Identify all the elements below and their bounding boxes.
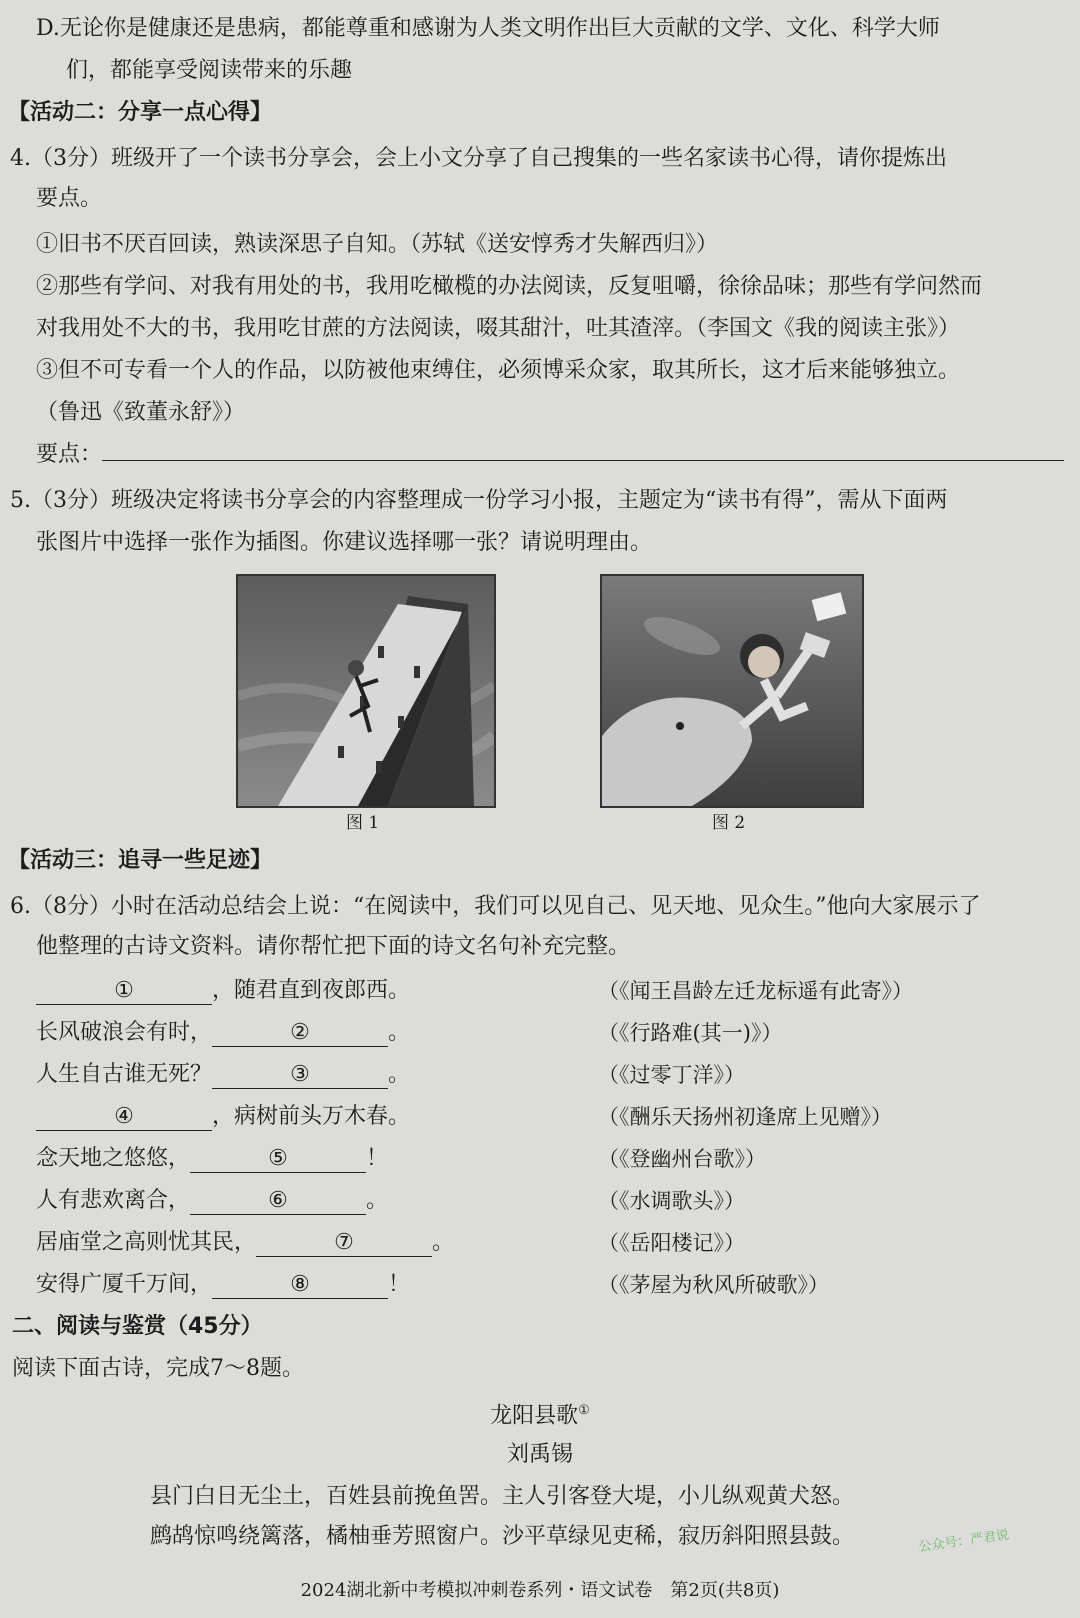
q6-row-4 — [36, 1102, 410, 1132]
q4-answer-label: 要点： — [36, 442, 103, 467]
q6-row-6 — [36, 1186, 388, 1216]
option-d-line2: 们，都能享受阅读带来的乐趣 — [66, 58, 353, 83]
page-footer: 2024湖北新中考模拟冲刺卷系列・语文试卷 第2页(共8页) — [300, 1580, 780, 1601]
q6-row-1-text: ，随君直到夜郎西。 — [212, 978, 411, 1003]
poem-line2: 鹧鸪惊鸣绕篱落，橘柚垂芳照窗户。沙平草绿见吏稀，寂历斜阳照县鼓。 — [150, 1524, 855, 1549]
section2-intro: 阅读下面古诗，完成7～8题。 — [12, 1356, 304, 1381]
activity2-title: 【活动二：分享一点心得】 — [8, 100, 273, 125]
figure-2-illustration — [602, 576, 862, 806]
q6-row-2-pre: 长风破浪会有时， — [36, 1020, 213, 1045]
q6-row-6-post: 。 — [366, 1188, 389, 1213]
q6-row-1-source: （《闻王昌龄左迁龙标遥有此寄》） — [598, 979, 913, 1003]
q6-blank-3[interactable]: ③ — [212, 1062, 388, 1089]
q6-row-7-pre: 居庙堂之高则忧其民， — [36, 1230, 257, 1255]
poem-line1: 县门白日无尘土，百姓县前挽鱼罟。主人引客登大堤，小儿纵观黄犬怒。 — [150, 1484, 855, 1509]
option-d-line1: D.无论你是健康还是患病，都能尊重和感谢为人类文明作出巨大贡献的文学、文化、科学大师 — [36, 16, 940, 41]
q5-line2: 张图片中选择一张作为插图。你建议选择哪一张？请说明理由。 — [36, 530, 653, 555]
q6-row-7-source: （《岳阳楼记》） — [598, 1231, 745, 1255]
poem-author: 刘禹锡 — [506, 1442, 573, 1467]
figure-2-image — [600, 574, 864, 808]
q6-line2: 他整理的古诗文资料。请你帮忙把下面的诗文名句补充完整。 — [36, 934, 631, 959]
q6-row-7-post: 。 — [432, 1230, 455, 1255]
q6-row-8 — [36, 1270, 410, 1300]
q6-blank-2[interactable]: ② — [212, 1020, 388, 1047]
q6-blank-8[interactable]: ⑧ — [212, 1272, 388, 1299]
q6-row-2-source: （《行路难(其一)》） — [598, 1021, 783, 1045]
q6-row-2 — [36, 1018, 410, 1048]
poem-title-note: ① — [578, 1403, 590, 1418]
q6-row-3-source: （《过零丁洋》） — [598, 1063, 745, 1087]
q6-blank-6[interactable]: ⑥ — [190, 1188, 366, 1215]
q4-item2-line1: ②那些有学问、对我有用处的书，我用吃橄榄的办法阅读，反复咀嚼，徐徐品味；那些有学问然而 — [36, 274, 983, 299]
q6-row-5-post: ！ — [366, 1146, 389, 1171]
q4-item3-line2: （鲁迅《致董永舒》） — [36, 400, 246, 425]
q4-item2-line2: 对我用处不大的书，我用吃甘蔗的方法阅读，啜其甜汁，吐其渣滓。（李国文《我的阅读主张》） — [36, 316, 961, 341]
q6-row-2-post: 。 — [388, 1020, 411, 1045]
q6-line1: 6.（8分）小时在活动总结会上说：“在阅读中，我们可以见自己、见天地、见众生。”他向大家展示了 — [10, 894, 981, 919]
figure-1-image — [236, 574, 496, 808]
q6-row-3 — [36, 1060, 410, 1090]
q6-row-6-pre: 人有悲欢离合， — [36, 1188, 191, 1213]
figure-2-caption: 图 2 — [712, 813, 746, 833]
activity3-title: 【活动三：追寻一些足迹】 — [8, 848, 273, 873]
poem-title: 龙阳县歌 — [490, 1403, 579, 1429]
q6-blank-7[interactable]: ⑦ — [256, 1230, 432, 1257]
q4-item3-line1: ③但不可专看一个人的作品，以防被他束缚住，必须博采众家，取其所长，这才后来能够独立。 — [36, 358, 961, 383]
q6-row-1 — [36, 976, 410, 1006]
q6-blank-4[interactable]: ④ — [36, 1104, 212, 1131]
q6-blank-1[interactable]: ① — [36, 978, 212, 1005]
q4-answer-row — [36, 440, 1064, 470]
q4-item1: ①旧书不厌百回读，熟读深思子自知。（苏轼《送安惇秀才失解西归》） — [36, 232, 719, 257]
q6-row-7 — [36, 1228, 454, 1258]
figure-1-caption: 图 1 — [346, 813, 380, 833]
q6-row-5-source: （《登幽州台歌》） — [598, 1147, 766, 1171]
watermark: 公众号：严君说 — [917, 1527, 1010, 1556]
q6-row-4-source: （《酬乐天扬州初逢席上见赠》） — [598, 1105, 892, 1129]
section2-title: 二、阅读与鉴赏（45分） — [12, 1314, 263, 1339]
q5-line1: 5.（3分）班级决定将读书分享会的内容整理成一份学习小报，主题定为“读书有得”，需从下面两 — [10, 488, 948, 513]
q6-row-8-source: （《茅屋为秋风所破歌》） — [598, 1273, 829, 1297]
q6-row-8-post: ！ — [388, 1272, 411, 1297]
q6-row-5 — [36, 1144, 388, 1174]
q6-row-6-source: （《水调歌头》） — [598, 1189, 745, 1213]
q4-line2: 要点。 — [36, 186, 103, 211]
q6-row-5-pre: 念天地之悠悠， — [36, 1146, 191, 1171]
poem-title-row — [0, 1396, 1080, 1431]
q6-blank-5[interactable]: ⑤ — [190, 1146, 366, 1173]
q6-row-4-text: ，病树前头万木春。 — [212, 1104, 411, 1129]
figure-1-illustration — [238, 576, 494, 806]
q6-row-3-pre: 人生自古谁无死？ — [36, 1062, 213, 1087]
q6-row-8-pre: 安得广厦千万间， — [36, 1272, 213, 1297]
q4-answer-blank[interactable] — [102, 460, 1064, 461]
q6-row-3-post: 。 — [388, 1062, 411, 1087]
q4-line1: 4.（3分）班级开了一个读书分享会，会上小文分享了自己搜集的一些名家读书心得，请你提炼出 — [10, 146, 947, 171]
